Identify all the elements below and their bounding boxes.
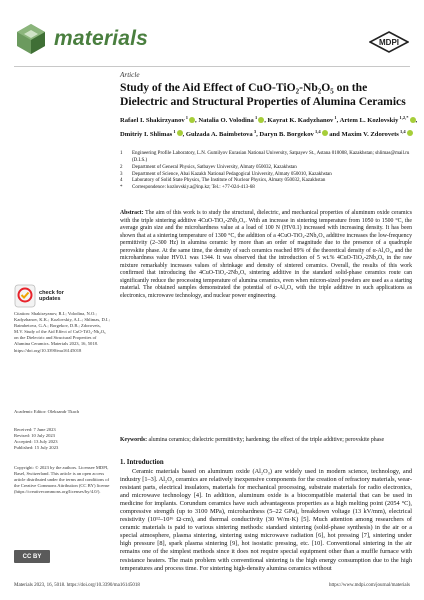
affiliation-number: 4 [120,178,123,184]
affiliation-item [120,185,410,192]
author-name[interactable]: Maxim V. Zdorovets [341,130,399,138]
revised-date: Revised: 10 July 2023 [14,433,55,439]
materials-logo-icon [14,22,48,56]
received-date: Received: 7 June 2023 [14,427,56,432]
author-separator: , [182,130,186,138]
author-list [120,113,418,140]
affiliation-item [120,172,410,179]
article-type: Article [120,71,140,79]
author-affiliation-mark: 1,4 [398,128,406,134]
check-for-updates-button[interactable] [14,284,64,308]
affiliation-item [120,165,410,172]
cc-by-license-badge[interactable]: CC BY [14,550,50,563]
author-name[interactable]: Natalia O. Volodina [198,117,254,125]
author-name[interactable]: Artem L. Kozlovskiy [339,117,399,125]
keywords-label: Keywords: [120,437,148,443]
affiliations [120,151,410,192]
check-updates-line2: updates [39,296,61,302]
author-separator: and [327,130,342,138]
author-separator: , [415,117,418,125]
affiliation-text: Laboratory of Solid State Physics, The Institute of Nuclear Physics, Almaty 050032, Kazakhstan [132,178,326,184]
journal-name: materials [54,27,149,50]
author-affiliation-mark: 3 [252,128,257,134]
author-name[interactable]: Dmitriy I. Shlimas [120,130,173,138]
author-affiliation-mark: 1 [253,115,258,120]
author-name[interactable]: Rafael I. Shakirzyanov [120,117,185,125]
affiliation-number: * [120,185,123,191]
check-updates-icon [14,284,36,308]
orcid-icon[interactable] [407,130,413,136]
affiliation-number: 3 [120,171,123,177]
footer-citation[interactable]: Materials 2023, 16, 5018. https://doi.org/10.3390/ma16145018 [14,583,140,588]
author-separator: , [195,117,199,125]
abstract-label: Abstract: [120,210,144,216]
author-affiliation-mark: 1,4 [313,128,321,134]
section-heading: 1. Introduction [120,459,164,466]
copyright-notice: Copyright: © 2023 by the authors. Licensee MDPI, Basel, Switzerland. This article is an open access article distributed under the terms and conditions of the Creative Commons Attribution (CC BY) license (https://creativecommons.org/licenses/by/4.0/). [14,465,110,495]
mdpi-logo-icon[interactable] [369,31,409,53]
citation: Citation: Shakirzyanov, R.I.; Volodina, N.O.; Kadyzhanov, K.K.; Kozlovskiy, A.L.; Shlimas, D.I.; Baimbetova, G.A.; Borgekov, D.B.; Zdorovets, M.V. Study of the Aid Effect of CuO-TiO₂-Nb₂O₅ on the Dielectric and Structural Properties of Alumina Ceramics. Materials 2023, 16, 5018. https://doi.org/10.3390/ma16145018 [14,311,110,353]
affiliation-text: Department of Science, Abai Kazakh National Pedagogical University, Almaty 050010, Kazakhstan [132,171,332,177]
author-affiliation-mark: 1,2,* [398,115,409,120]
introduction-text: Ceramic materials based on aluminum oxide (Al₂O₃) are widely used in modern science, technology, and industry [1–3]. Al₂O₃ ceramics are relatively inexpensive components for the creation of refractory materials, wear-resistant parts, electrical insulators, materials for mechanical processing, substrate materials for radio electronics, and microwave technology [4]. In addition, aluminum oxide is a biocompatible material that can be used in medicine for implants. Corundum ceramics have such advantageous properties as a high melting point (2054 °C), compressive strength (up to 3100 MPa), microhardness (5–22 GPa), breakdown voltage (13 kV/mm), electrical resistivity (10¹²–10¹⁶ Ω·cm), and thermal conductivity (30 W/m·K) [5]. Much attention among researchers of ceramic materials is paid to various sintering methods: standard sintering (solid-phase synthesis) in the air or a special atmosphere, plasma sintering, sintering using microwave radiation [6], hot pressing [7], sintering under high pressure [8], spark plasma sintering [9], hot isostatic pressing, etc. [10]. Conventional sintering in the air remains one of the simplest methods since it does not require special equipment other than a muffle furnace with resistance heaters. The main problem with conventional sintering is the high energy consumption due to the high temperatures and process time. For sintering high-density alumina ceramics without [120,468,412,572]
affiliation-text: Correspondence: kozlovskiy.a@inp.kz; Tel.: +77-024-413-68 [132,185,255,191]
author-separator: , [336,117,340,125]
article-title: Study of the Aid Effect of CuO-TiO₂-Nb₂O₅ on the Dielectric and Structural Properties of Alumina Ceramics [120,81,406,108]
academic-editor: Academic Editor: Oleksandr Tkach [14,409,80,414]
author-affiliation-mark: 1 [184,115,189,120]
published-date: Published: 15 July 2023 [14,445,59,451]
affiliation-number: 1 [120,151,123,156]
publisher-logo-text: MDPI [379,38,399,47]
author-name[interactable]: Daryn B. Borgekov [259,130,314,138]
author-name[interactable]: Kayrat K. Kadyzhanov [267,117,334,125]
keywords [120,437,412,445]
publication-dates [14,427,110,451]
affiliation-item [120,151,410,165]
author-affiliation-mark: 1 [333,115,337,120]
affiliation-item [120,178,410,185]
journal-logo[interactable] [14,22,148,56]
author-name[interactable]: Gulzada A. Baimbetova [185,130,253,138]
affiliation-text: Engineering Profile Laboratory, L.N. Gumilyov Eurasian National University, Satpayev St., Astana 010008, Kazakhstan; shlimas@mail.ru (D.I.S.) [132,151,410,163]
author-separator: , [264,117,268,125]
page-footer [14,583,410,588]
check-updates-line1: check for [39,289,64,296]
accepted-date: Accepted: 13 July 2023 [14,439,58,445]
author-separator: , [256,130,260,138]
affiliation-text: Department of General Physics, Satbayev University, Almaty 050032, Kazakhstan [132,164,297,170]
header-divider [14,66,410,67]
abstract [120,210,412,300]
author-affiliation-mark: 1 [172,128,176,134]
keywords-text: alumina ceramics; dielectric permittivity; hardening; the effect of the triple additive; perovskite phase [148,437,385,443]
affiliation-number: 2 [120,164,123,170]
footer-journal-link[interactable]: https://www.mdpi.com/journal/materials [328,583,410,588]
abstract-text: The aim of this work is to study the structural, dielectric, and mechanical properties of aluminum oxide ceramics with the triple sintering additive 4CuO-TiO₂-2Nb₂O₅. With an increase in sintering temperature from 1050 to 1500 °C, the average grain size and the microhardness value at a load of 100 N (HV0.1) increased with increasing density. It has been shown that at a sintering temperature of 1300 °C, the addition of a 4CuO-TiO₂-2Nb₂O₅ additive increases the low-frequency permittivity (2–300 Hz) in alumina ceramic by more than an order of magnitude due to the presence of a quadruple perovskite phase. At the same time, the density of such ceramics reached 89% of the theoretical density of α-Al₂O₃, and the microhardness value HV0.1 was 1344. It was observed that the introduction of 5 wt.% 4CuO-TiO₂-2Nb₂O₅ in the raw mixture remarkably increases values of shrinkage and density of sintered ceramics. Overall, the results of this work confirmed that introducing the 4CuO-TiO₂-2Nb₂O₅ sintering additive in the standard solid-phase ceramics route can significantly reduce the processing temperature of alumina ceramics, even when micron-sized powders are used as a starting material. The obtained samples demonstrated the potential of α-Al₂O₃ with the triple additive in such applications as electronics, microwave technology, and nuclear power engineering. [120,210,412,299]
